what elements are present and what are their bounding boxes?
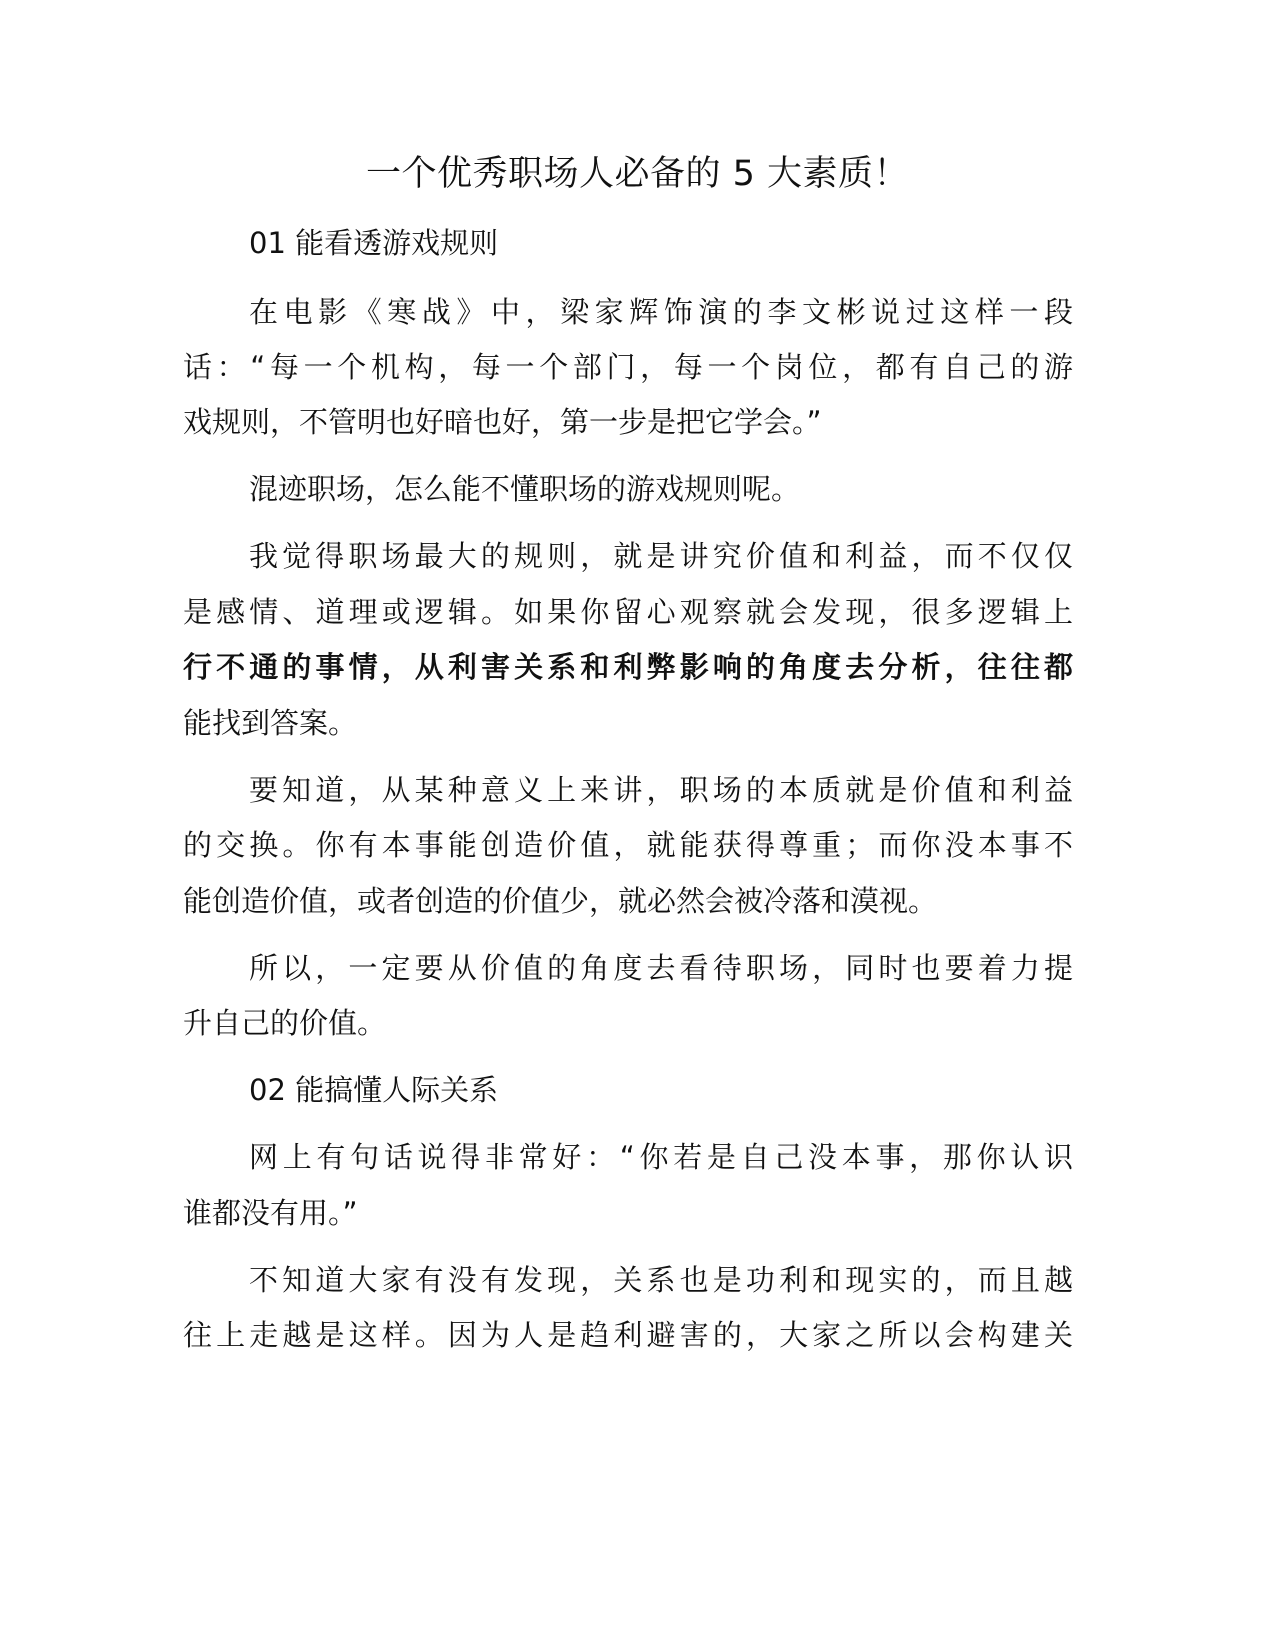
- paragraph-line: 要知道，从某种意义上来讲，职场的本质就是价值和利益: [249, 773, 1073, 807]
- section-heading-01: 01 能看透游戏规则: [249, 226, 499, 260]
- paragraph-line: 升自己的价值。: [183, 1006, 387, 1040]
- paragraph-line: 我觉得职场最大的规则，就是讲究价值和利益，而不仅仅: [249, 539, 1073, 573]
- paragraph-line: 网上有句话说得非常好：“你若是自己没本事，那你认识: [249, 1140, 1073, 1174]
- paragraph-line: 所以，一定要从价值的角度去看待职场，同时也要着力提: [249, 951, 1073, 985]
- paragraph-line: 不知道大家有没有发现，关系也是功利和现实的，而且越: [249, 1263, 1073, 1297]
- paragraph-line: 往上走越是这样。因为人是趋利避害的，大家之所以会构建关: [183, 1318, 1073, 1352]
- paragraph-line: 的交换。你有本事能创造价值，就能获得尊重；而你没本事不: [183, 828, 1073, 862]
- paragraph-line: 在电影《寒战》中，梁家辉饰演的李文彬说过这样一段: [249, 295, 1073, 329]
- paragraph-line: 混迹职场，怎么能不懂职场的游戏规则呢。: [249, 472, 801, 506]
- document-title: 一个优秀职场人必备的 5 大素质！: [365, 154, 910, 194]
- paragraph-line-bold: 行不通的事情，从利害关系和利弊影响的角度去分析，往往都: [183, 650, 1073, 684]
- paragraph-line: 话：“每一个机构，每一个部门，每一个岗位，都有自己的游: [183, 350, 1073, 384]
- paragraph-line: 能找到答案。: [183, 706, 358, 740]
- paragraph-line: 是感情、道理或逻辑。如果你留心观察就会发现，很多逻辑上: [183, 595, 1073, 629]
- paragraph-line: 戏规则，不管明也好暗也好，第一步是把它学会。”: [183, 405, 822, 439]
- section-heading-02: 02 能搞懂人际关系: [249, 1073, 499, 1107]
- paragraph-line: 谁都没有用。”: [183, 1196, 358, 1230]
- paragraph-line: 能创造价值，或者创造的价值少，就必然会被冷落和漠视。: [183, 884, 938, 918]
